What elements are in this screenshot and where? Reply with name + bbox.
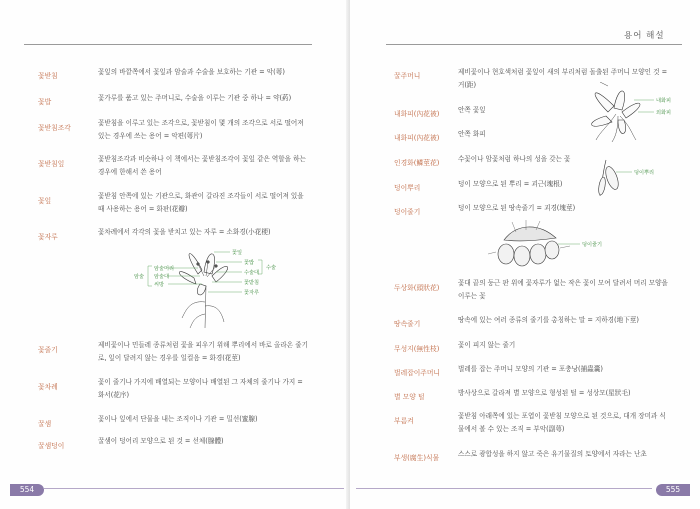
term-inner-perianth: 내화피(內花被) [394,134,440,142]
flower-diagram [112,244,298,330]
def-saprophyte: 스스로 광합성을 하지 않고 죽은 유기물질의 토양에서 자라는 난초 [458,450,647,458]
def-rhizome: 땅속에 있는 여러 종류의 줄기를 총칭하는 말 = 지하경(地下莖) [458,316,639,324]
page-number-right: 555 [656,484,690,496]
term-capitulum: 두상화(頭狀花) [394,284,440,292]
label-inner-perianth: 내화피 [656,98,672,104]
label-receptacle: 꽃받침 [244,280,260,286]
def-spur: 제비꽃이나 현호색처럼 꽃잎이 새의 부리처럼 돌출된 주머니 모양인 것 = 거(距) [458,68,668,89]
tuber-diagram [486,218,616,268]
label-outer-perianth: 외화피 [656,110,672,116]
label-stigma: 암술머리 [154,266,175,272]
term-epicalyx: 부름켜 [394,417,414,425]
page-number-left: 554 [10,484,44,496]
def-unisexual-flower: 수꽃이나 암꽃처럼 하나의 성을 갖는 꽃 [458,155,571,163]
def-capitulum: 꽃대 끝의 둥근 판 위에 꽃자루가 없는 작은 꽃이 모여 달려서 머리 모양을 이루는 꽃 [458,279,668,300]
term-rhizome: 땅속줄기 [394,320,421,328]
term-scape: 꽃줄기 [38,346,58,354]
def-sepal-leaf: 꽃받침조각과 비슷하나 이 책에서는 꽃받침조각이 꽃잎 같은 역할을 하는 경우에 한해서 쓴 용어 [98,155,306,176]
def-anther: 꽃가루를 품고 있는 주머니로, 수술을 이루는 기관 중 하나 = 약(葯) [98,94,292,102]
term-calyx: 꽃받침 [38,72,58,80]
label-tuberous-root: 덩이뿌리 [634,170,655,176]
bottom-rule [356,488,652,489]
term-petal: 꽃잎 [38,197,52,205]
right-page [350,0,700,509]
def-inner-petal: 안쪽 꽃잎 [458,106,486,114]
term-inflorescence: 꽃차례 [38,383,58,391]
tuberous-root-diagram [596,156,680,200]
term-saprophyte: 부생(腐生)식물 [394,454,440,462]
lily-diagram [578,82,678,144]
term-unisexual-flower: 인경화(鱗莖花) [394,159,440,167]
term-nectary-mass: 꿀샘덩이 [38,442,65,450]
top-rule [24,44,312,45]
def-tuber: 덩이 모양으로 된 땅속줄기 = 괴경(塊莖) [458,204,576,212]
def-sepal: 꽃받침을 이루고 있는 조각으로, 꽃받침이 몇 개의 조각으로 서로 떨어져 있는 경우에 쓰는 용어 = 악편(萼片) [98,119,304,140]
term-tuber: 덩이줄기 [394,208,421,216]
def-scape: 제비꽃이나 민들레 종류처럼 꽃을 피우기 위해 뿌리에서 바로 올라온 줄기로, 잎이 달려지 않는 경우를 일컬음 = 화경(花莖) [98,341,308,362]
bottom-rule [44,488,344,489]
def-epicalyx: 꽃받침 아래쪽에 있는 포엽이 꽃받침 모양으로 된 것으로, 대개 장미과 식물에서 볼 수 있는 조직 = 부악(副萼) [458,412,666,433]
term-nectary: 꿀샘 [38,420,52,428]
def-tuberous-root: 덩이 모양으로 된 뿌리 = 괴근(塊根) [458,180,563,188]
def-inner-perianth: 안쪽 화피 [458,130,486,138]
def-sterile-shoot: 꽃이 피지 않는 줄기 [458,341,516,349]
label-top-petal: 꽃잎 [232,250,243,256]
term-inner-petal: 내화피(內花被) [394,110,440,118]
def-pedicel: 꽃차례에서 각각의 꽃을 받치고 있는 자루 = 소화경(小花梗) [98,228,271,236]
def-petal: 꽃받침 안쪽에 있는 기관으로, 화관이 갈라진 조각들이 서로 떨어져 있을 때 사용하는 용어 = 화판(花瓣) [98,192,304,213]
term-tuberous-root: 덩이뿌리 [394,184,421,192]
label-ovary: 씨방 [154,282,165,288]
running-head: 용어 해설 [624,31,665,41]
label-pedicel: 꽃자루 [244,290,260,296]
term-stellate-hair: 별 모양 털 [394,393,425,401]
term-spur: 꿀주머니 [394,72,421,80]
label-style: 암술대 [154,274,170,280]
def-calyx: 꽃잎의 바깥쪽에서 꽃잎과 암술과 수술을 보호하는 기관 = 악(萼) [98,68,285,76]
def-nectary-mass: 꿀샘이 덩어리 모양으로 된 것 = 선체(腺體) [98,437,224,445]
label-tuber: 덩이줄기 [582,242,603,248]
term-anther: 꽃밥 [38,98,52,106]
term-sepal-leaf: 꽃받침잎 [38,160,65,168]
label-stamen: 수술 [266,265,277,271]
label-filament: 수술대 [244,270,260,276]
term-sepal: 꽃받침조각 [38,124,71,132]
term-sterile-shoot: 무성지(無性枝) [394,345,440,353]
def-inflorescence: 꽃이 줄기나 가지에 배열되는 모양이나 배열된 그 자체의 줄기나 가지 = 화서(花序) [98,378,303,399]
label-anther: 꽃밥 [244,260,255,266]
def-nectary: 꽃이나 잎에서 단물을 내는 조직이나 기관 = 밀선(蜜腺) [98,415,258,423]
term-pitcher: 벌레잡이주머니 [394,369,440,377]
def-stellate-hair: 방사상으로 갈라져 별 모양으로 형성된 털 = 성상모(星狀毛) [458,389,631,397]
top-rule [386,44,682,45]
label-pistil: 암술 [134,274,145,280]
term-pedicel: 꽃자루 [38,233,58,241]
def-pitcher: 벌레를 잡는 주머니 모양의 기관 = 포충낭(捕蟲囊) [458,365,603,373]
